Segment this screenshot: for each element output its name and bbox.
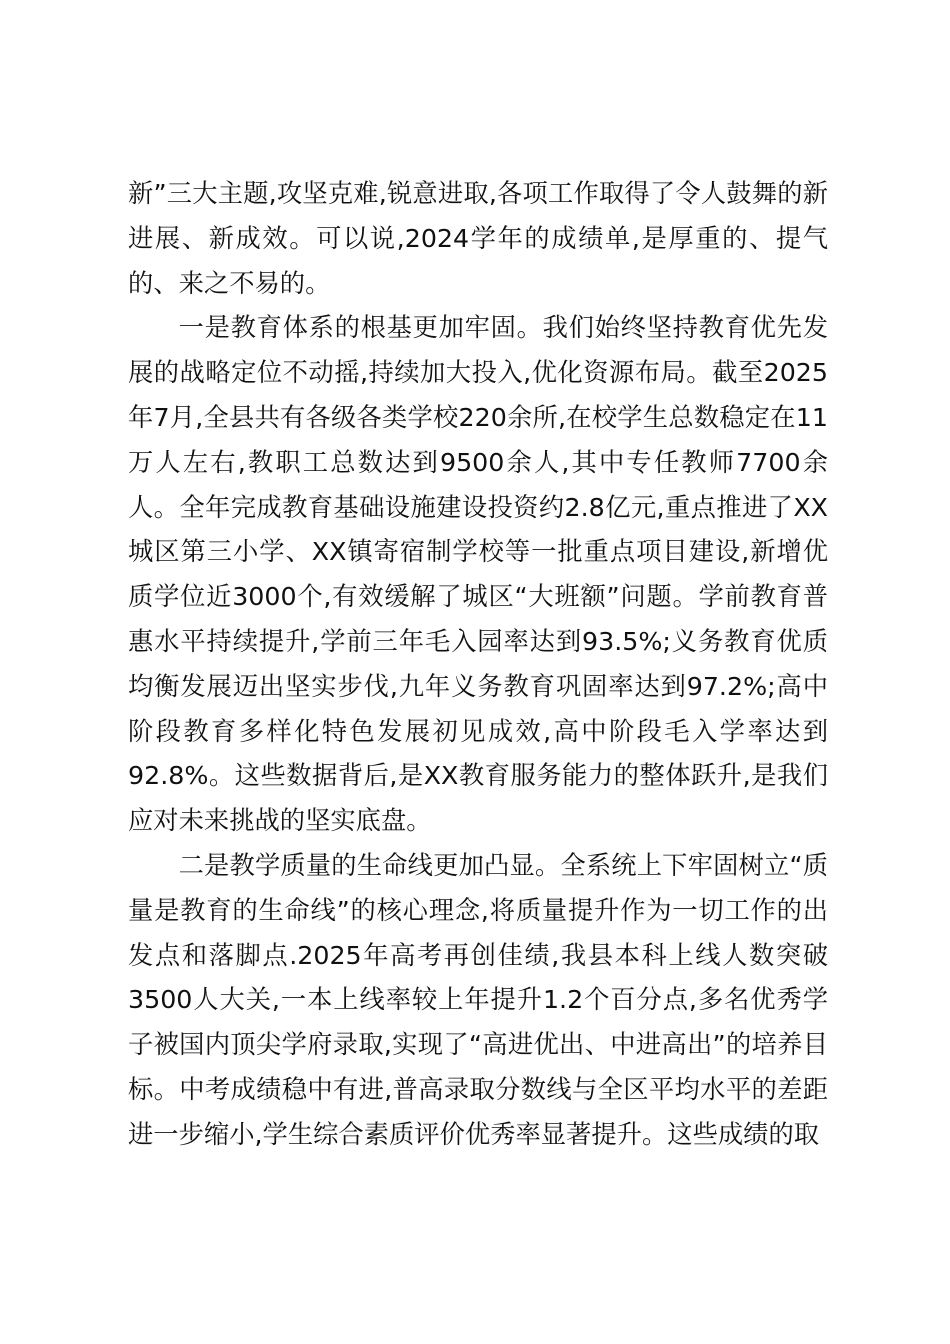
paragraph-education-system: 一是教育体系的根基更加牢固。我们始终坚持教育优先发展的战略定位不动摇,持续加大投入,优化资源布局。截至2025年7月,全县共有各级各类学校220余所,在校学生总数稳定在11万人左右,教职工总数达到9500余人,其中专任教师7700余人。全年完成教育基础设施建设投资约2.8亿元,重点推进了XX城区第三小学、XX镇寄宿制学校等一批重点项目建设,新增优质学位近3000个,有效缓解了城区“大班额”问题。学前教育普惠水平持续提升,学前三年毛入园率达到93.5%;义务教育优质均衡发展迈出坚实步伐,九年义务教育巩固率达到97.2%;高中阶段教育多样化特色发展初见成效,高中阶段毛入学率达到92.8%。这些数据背后,是XX教育服务能力的整体跃升,是我们应对未来挑战的坚实底盘。 [128, 313, 828, 836]
paragraph-teaching-quality: 二是教学质量的生命线更加凸显。全系统上下牢固树立“质量是教育的生命线”的核心理念,将质量提升作为一切工作的出发点和落脚点.2025年高考再创佳绩,我县本科上线人数突破3500人大关,一本上线率较上年提升1.2个百分点,多名优秀学子被国内顶尖学府录取,实现了“高进优出、中进高出”的培养目标。中考成绩稳中有进,普高录取分数线与全区平均水平的差距进一步缩小,学生综合素质评价优秀率显著提升。这些成绩的取 [128, 850, 828, 1149]
paragraph-continuation: 新”三大主题,攻坚克难,锐意进取,各项工作取得了令人鼓舞的新进展、新成效。可以说,2024学年的成绩单,是厚重的、提气的、来之不易的。 [128, 179, 828, 298]
document-page [128, 172, 828, 1158]
